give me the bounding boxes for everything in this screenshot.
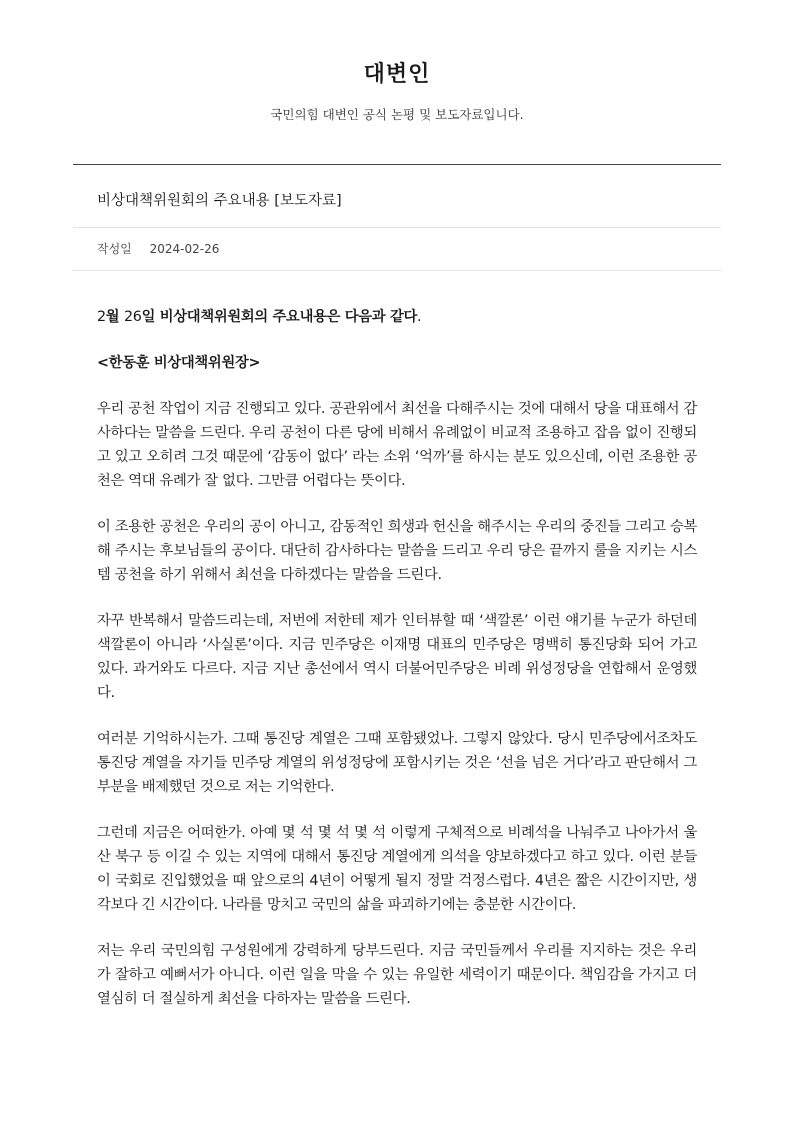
body-paragraph: 여러분 기억하시는가. 그때 통진당 계열은 그때 포함됐었나. 그렇지 않았다. 당시 민주당에서조차도 통진당 계열을 자기들 민주당 계열의 위성정당에 포함시키는 것은 ‘선을 넘은 거다’라고 판단해서 그 부분을 배제했던 것으로 저는 기억한다. [97, 731, 697, 795]
meta-date: 2024-02-26 [149, 242, 220, 256]
post-meta [73, 228, 721, 271]
site-subtitle: 국민의힘 대변인 공식 논평 및 보도자료입니다. [270, 107, 524, 122]
post-title: 비상대책위원회의 주요내용 [보도자료] [73, 173, 721, 228]
site-title[interactable]: 대변인 [363, 62, 431, 87]
lead-day: 26 [124, 309, 142, 325]
post-body [73, 271, 721, 1011]
speaker-heading: <한동훈 비상대책위원장> [97, 355, 261, 371]
lead-text: 일 비상대책위원회의 주요내용은 다음과 같다 [141, 309, 418, 325]
post-container [73, 164, 721, 1011]
lead-sentence [97, 305, 697, 329]
lead-month: 2 [97, 309, 106, 325]
body-paragraph: 우리 공천 작업이 지금 진행되고 있다. 공관위에서 최선을 다해주시는 것에 대해서 당을 대표해서 감사하다는 말씀을 드린다. 우리 공천이 다른 당에 비해서 유례없이 비교적 조용하고 잡음 없이 진행되고 있고 오히려 그것 때문에 ‘감동이 없다’ 라는 소위 ‘억까’를 하시는 분도 있으신데, 이런 조용한 공천은 역대 유례가 잘 없다. 그만큼 어렵다는 뜻이다. [97, 401, 697, 489]
header-divider [73, 164, 721, 165]
site-header [0, 0, 794, 124]
body-paragraph: 자꾸 반복해서 말씀드리는데, 저번에 저한테 제가 인터뷰할 때 ‘색깔론’ 이런 얘기를 누군가 하던데 색깔론이 아니라 ‘사실론’이다. 지금 민주당은 이재명 대표의 민주당은 명백히 통진당화 되어 가고 있다. 과거와도 다르다. 지금 지난 총선에서 역시 더불어민주당은 비례 위성정당을 연합해서 운영했다. [97, 613, 697, 701]
body-paragraph: 그런데 지금은 어떠한가. 아예 몇 석 몇 석 몇 석 이렇게 구체적으로 비례석을 나눠주고 나아가서 울산 북구 등 이길 수 있는 지역에 대해서 통진당 계열에게 의석을 양보하겠다고 하고 있다. 이런 분들이 국회로 진입했었을 때 앞으로의 4년이 어떻게 될지 정말 걱정스럽다. 4년은 짧은 시간이지만, 생각보다 긴 시간이다. 나라를 망치고 국민의 삶을 파괴하기에는 충분한 시간이다. [97, 825, 697, 913]
lead-month-unit: 월 [105, 309, 124, 325]
body-paragraph: 이 조용한 공천은 우리의 공이 아니고, 감동적인 희생과 헌신을 해주시는 우리의 중진들 그리고 승복해 주시는 후보님들의 공이다. 대단히 감사하다는 말씀을 드리고 우리 당은 끝까지 룰을 지키는 시스템 공천을 하기 위해서 최선을 다하겠다는 말씀을 드린다. [97, 519, 697, 583]
meta-label: 작성일 [97, 242, 132, 256]
body-paragraph: 저는 우리 국민의힘 구성원에게 강력하게 당부드린다. 지금 국민들께서 우리를 지지하는 것은 우리가 잘하고 예뻐서가 아니다. 이런 일을 막을 수 있는 유일한 세력이기 때문이다. 책임감을 가지고 더 열심히 더 절실하게 최선을 다하자는 말씀을 드린다. [97, 943, 697, 1007]
lead-end: . [417, 309, 422, 325]
